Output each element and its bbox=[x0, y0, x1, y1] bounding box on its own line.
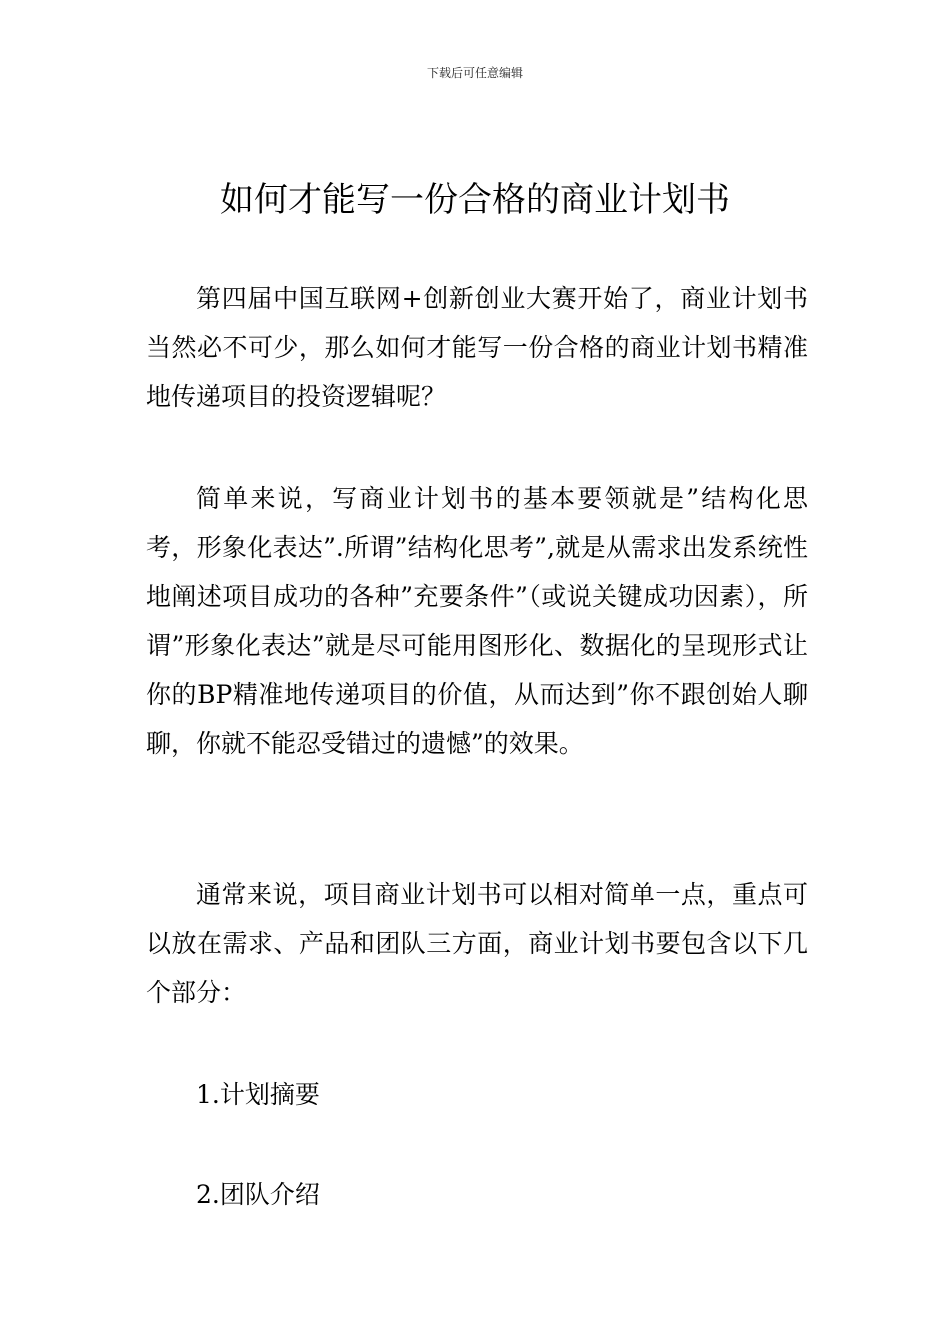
document-title: 如何才能写一份合格的商业计划书 bbox=[220, 180, 730, 220]
paragraph-intro: 第四届中国互联网+创新创业大赛开始了，商业计划书当然必不可少，那么如何才能写一份合格的商业计划书精准地传递项目的投资逻辑呢？ bbox=[146, 284, 808, 411]
list-item-plan-summary: 1.计划摘要 bbox=[196, 1080, 320, 1109]
paragraph-structure: 通常来说，项目商业计划书可以相对简单一点，重点可以放在需求、产品和团队三方面，商业计划书要包含以下几个部分： bbox=[146, 880, 808, 1007]
list-item-team-intro: 2.团队介绍 bbox=[196, 1180, 320, 1209]
paragraph-method: 简单来说，写商业计划书的基本要领就是”结构化思考，形象化表达”.所谓”结构化思考”,就是从需求出发系统性地阐述项目成功的各种”充要条件”（或说关键成功因素），所谓”形象化表达”就是尽可能用图形化、数据化的呈现形式让你的BP精准地传递项目的价值，从而达到”你不跟创始人聊聊，你就不能忍受错过的遗憾”的效果。 bbox=[146, 484, 808, 758]
header-note: 下载后可任意编辑 bbox=[426, 66, 523, 80]
